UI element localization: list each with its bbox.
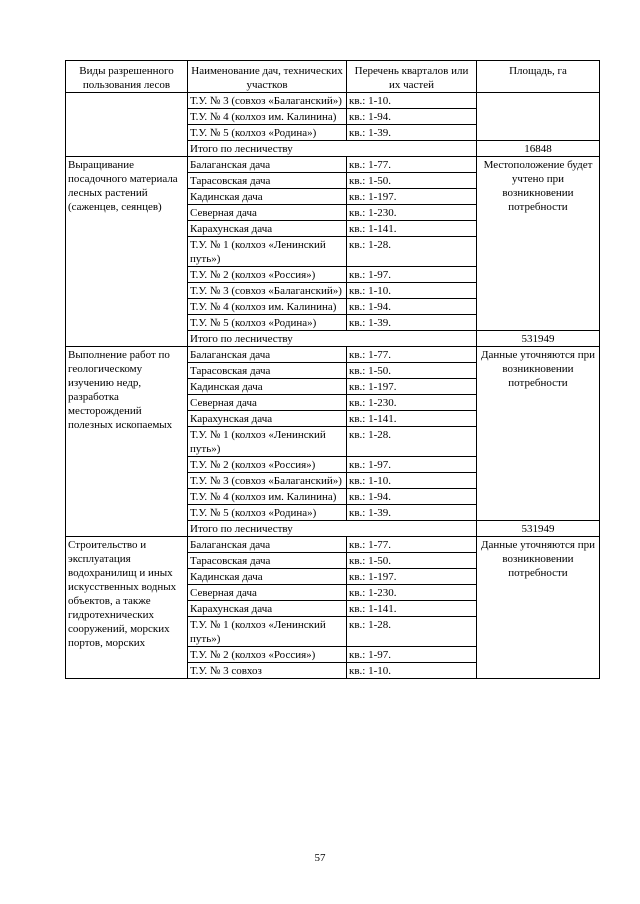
quarters-cell: кв.: 1-50. [347,553,477,569]
quarters-cell: кв.: 1-77. [347,537,477,553]
quarters-cell: кв.: 1-39. [347,125,477,141]
name-cell: Т.У. № 4 (колхоз им. Калинина) [188,299,347,315]
name-cell: Т.У. № 3 (совхоз «Балаганский») [188,283,347,299]
quarters-cell: кв.: 1-28. [347,617,477,647]
quarters-cell: кв.: 1-97. [347,267,477,283]
total-value: 531949 [477,521,600,537]
use-cell: Выполнение работ по геологическому изучению недр, разработка месторождений полезных ископаемых [66,347,188,537]
quarters-cell: кв.: 1-50. [347,363,477,379]
name-cell: Т.У. № 4 (колхоз им. Калинина) [188,109,347,125]
quarters-cell: кв.: 1-10. [347,283,477,299]
use-cell: Выращивание посадочного материала лесных растений (саженцев, сеянцев) [66,157,188,347]
quarters-cell: кв.: 1-141. [347,221,477,237]
name-cell: Т.У. № 3 (совхоз «Балаганский») [188,473,347,489]
name-cell: Т.У. № 2 (колхоз «Россия») [188,647,347,663]
name-cell: Кадинская дача [188,379,347,395]
area-cell: Местоположение будет учтено при возникновении потребности [477,157,600,331]
quarters-cell: кв.: 1-197. [347,379,477,395]
name-cell: Северная дача [188,585,347,601]
quarters-cell: кв.: 1-77. [347,157,477,173]
total-value: 16848 [477,141,600,157]
use-cell [66,93,188,157]
header-quarters: Перечень кварталов или их частей [347,61,477,93]
table-row [66,537,600,553]
quarters-cell: кв.: 1-230. [347,585,477,601]
area-cell [477,93,600,141]
quarters-cell: кв.: 1-197. [347,189,477,205]
quarters-cell: кв.: 1-197. [347,569,477,585]
header-area: Площадь, га [477,61,600,93]
total-label: Итого по лесничеству [188,141,477,157]
quarters-cell: кв.: 1-94. [347,489,477,505]
name-cell: Карахунская дача [188,411,347,427]
quarters-cell: кв.: 1-230. [347,395,477,411]
use-cell: Строительство и эксплуатация водохранилищ и иных искусственных водных объектов, а также гидротехнических сооружений, морских портов, морских [66,537,188,679]
quarters-cell: кв.: 1-141. [347,411,477,427]
name-cell: Т.У. № 2 (колхоз «Россия») [188,267,347,283]
header-name: Наименование дач, технических участков [188,61,347,93]
header-row [66,61,600,93]
quarters-cell: кв.: 1-94. [347,109,477,125]
total-value: 531949 [477,331,600,347]
quarters-cell: кв.: 1-97. [347,647,477,663]
table-row [66,93,600,109]
name-cell: Т.У. № 4 (колхоз им. Калинина) [188,489,347,505]
name-cell: Т.У. № 5 (колхоз «Родина») [188,125,347,141]
name-cell: Карахунская дача [188,221,347,237]
name-cell: Т.У. № 1 (колхоз «Ленинский путь») [188,237,347,267]
name-cell: Т.У. № 3 (совхоз «Балаганский») [188,93,347,109]
name-cell: Карахунская дача [188,601,347,617]
name-cell: Т.У. № 1 (колхоз «Ленинский путь») [188,617,347,647]
table-row [66,347,600,363]
area-cell: Данные уточняются при возникновении потребности [477,347,600,521]
quarters-cell: кв.: 1-28. [347,427,477,457]
name-cell: Балаганская дача [188,157,347,173]
quarters-cell: кв.: 1-50. [347,173,477,189]
name-cell: Т.У. № 1 (колхоз «Ленинский путь») [188,427,347,457]
forest-use-table [65,60,600,679]
name-cell: Т.У. № 5 (колхоз «Родина») [188,505,347,521]
total-label: Итого по лесничеству [188,331,477,347]
quarters-cell: кв.: 1-39. [347,505,477,521]
table-body [66,93,600,679]
name-cell: Тарасовская дача [188,363,347,379]
name-cell: Тарасовская дача [188,173,347,189]
page-number: 57 [314,852,326,864]
name-cell: Т.У. № 5 (колхоз «Родина») [188,315,347,331]
name-cell: Балаганская дача [188,347,347,363]
quarters-cell: кв.: 1-10. [347,93,477,109]
name-cell: Северная дача [188,205,347,221]
name-cell: Балаганская дача [188,537,347,553]
table-row [66,157,600,173]
quarters-cell: кв.: 1-94. [347,299,477,315]
name-cell: Тарасовская дача [188,553,347,569]
quarters-cell: кв.: 1-97. [347,457,477,473]
name-cell: Северная дача [188,395,347,411]
quarters-cell: кв.: 1-77. [347,347,477,363]
header-use: Виды разрешенного пользования лесов [66,61,188,93]
total-label: Итого по лесничеству [188,521,477,537]
quarters-cell: кв.: 1-39. [347,315,477,331]
quarters-cell: кв.: 1-10. [347,663,477,679]
name-cell: Кадинская дача [188,569,347,585]
quarters-cell: кв.: 1-28. [347,237,477,267]
name-cell: Т.У. № 2 (колхоз «Россия») [188,457,347,473]
area-cell: Данные уточняются при возникновении потребности [477,537,600,679]
name-cell: Кадинская дача [188,189,347,205]
quarters-cell: кв.: 1-10. [347,473,477,489]
name-cell: Т.У. № 3 совхоз [188,663,347,679]
quarters-cell: кв.: 1-230. [347,205,477,221]
quarters-cell: кв.: 1-141. [347,601,477,617]
